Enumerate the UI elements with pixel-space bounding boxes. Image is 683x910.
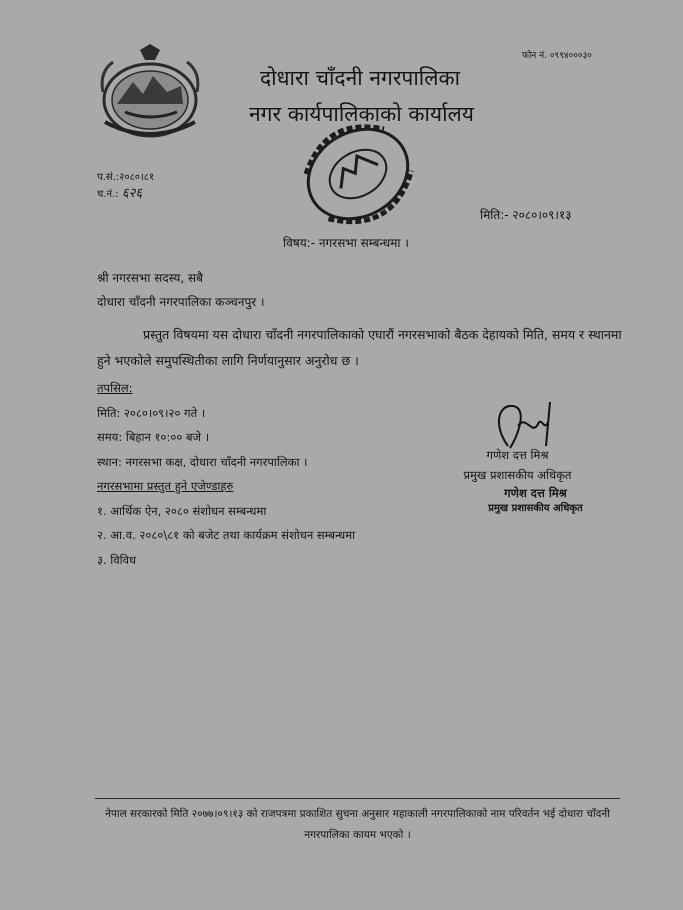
footer-note: नेपाल सरकारको मिति २०७७।०९।१३ को राजपत्रमा प्रकाशित सुचना अनुसार महाकाली नगरपालिकाको नाम परिवर्तन भई दोधारा चाँदनी नगरपालिका कायम भएको । <box>105 808 610 841</box>
dispatch-number <box>97 186 154 203</box>
meeting-place: स्थान: नगरसभा कक्ष, दोधारा चाँदनी नगरपालिका । <box>97 454 308 469</box>
letter-subject: विषय:- नगरसभा सम्बन्धमा । <box>283 236 409 250</box>
letter-body <box>97 322 627 374</box>
addressee-line1: श्री नगरसभा सदस्य, सबै <box>97 271 203 285</box>
dispatch-label: च.नं.: <box>97 189 119 200</box>
letter-body-text: प्रस्तुत विषयमा यस दोधारा चाँदनी नगरपालिकाको एघारौं नगरसभाको बैठक देहायको मिति, समय र स्थानमा हुने भएकोले समुपस्थितीका लागि निर्णयानुसार अनुरोध छ । <box>97 327 622 368</box>
office-subtitle: नगर कार्यपालिकाको कार्यालय <box>249 102 474 126</box>
reference-number: प.सं.:२०८०।८१ <box>97 172 155 183</box>
addressee <box>97 266 265 314</box>
seal-name: गणेश दत्त मिश्र <box>504 486 567 500</box>
details-block <box>97 376 355 572</box>
footer-divider <box>95 798 620 799</box>
phone-number: फोन नं. ०९९४०००३० <box>522 51 592 61</box>
nepal-emblem-icon <box>95 42 205 142</box>
signer-block <box>440 445 595 485</box>
agenda-item-1: १. आर्थिक ऐन, २०८० संशोधन सम्बन्धमा <box>97 503 267 518</box>
name-seal <box>468 485 603 517</box>
meeting-date: मिति: २०८०।०९।२० गते । <box>97 405 206 420</box>
office-stamp <box>288 118 428 230</box>
office-name: दोधारा चाँदनी नगरपालिका <box>260 66 461 90</box>
seal-title: प्रमुख प्रशासकीय अधिकृत <box>488 503 583 514</box>
agenda-heading: नगरसभामा प्रस्तुत हुने एजेण्डाहरु <box>97 479 234 493</box>
meeting-time: समय: बिहान १०:०० बजे । <box>97 430 210 444</box>
signer-name: गणेश दत्त मिश्र <box>486 448 549 462</box>
reference-block <box>97 170 154 203</box>
addressee-line2: दोधारा चाँदनी नगरपालिका कञ्चनपुर । <box>97 295 265 309</box>
letter-date: मिति:- २०८०।०९।१३ <box>480 208 572 222</box>
agenda-item-2: २. आ.व. २०८०\८१ को बजेट तथा कार्यक्रम संशोधन सम्बन्धमा <box>97 528 356 542</box>
dispatch-value: ६२६ <box>121 186 143 201</box>
agenda-item-3: ३. विविध <box>97 552 137 567</box>
signer-title: प्रमुख प्रशासकीय अधिकृत <box>463 468 572 482</box>
details-heading: तपसिल: <box>97 381 133 395</box>
